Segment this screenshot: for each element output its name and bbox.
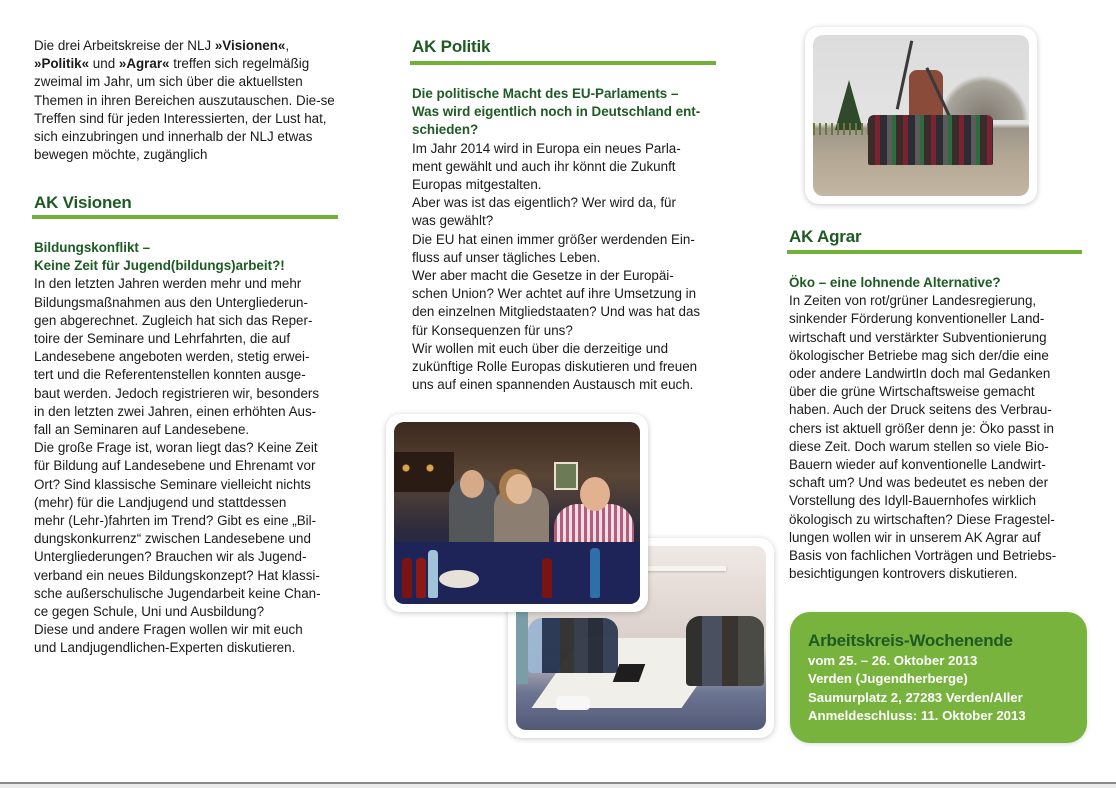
agrar-heading: AK Agrar	[789, 227, 862, 246]
windmill-group-photo	[805, 27, 1037, 204]
page-bottom-edge	[0, 782, 1116, 788]
event-title: Arbeitskreis-Wochenende	[808, 631, 1013, 650]
intro-visionen: »Visionen«	[214, 38, 286, 53]
politik-body: Im Jahr 2014 wird in Europa ein neues Parla- ment gewählt und auch ihr könnt die Zukunft Europas mitgestalten. Aber was ist das eigentlich? Wer wird da, für was gewählt? Die EU hat einen immer größer werdenden Ein- fluss auf unser tägliches Leben. Wer aber macht die Gesetze in der Europäi- schen Union? Wer achtet auf ihre Umsetzung in den einzelnen Mitgliedstaaten? Und was hat das für Konsequenzen für uns? Wir wollen mit euch über die derzeitige und zukünftige Rolle Europas diskutieren und freuen uns auf einen spannenden Austausch mit euch.	[412, 140, 701, 393]
visionen-heading: AK Visionen	[34, 193, 132, 212]
agrar-subheading: Öko – eine lohnende Alternative?	[789, 275, 1001, 290]
intro-rest: treffen sich regelmäßig zweimal im Jahr, um sich über die aktuellsten Themen in ihren Bereichen auszutauschen. Die-se Treffen sind für jeden Interessierten, der Lust hat, sich einzubringen und innerhalb der NLJ etwas bewegen möchte, zugänglich	[34, 56, 335, 163]
agrar-body: In Zeiten von rot/grüner Landesregierung, sinkender Förderung konventioneller Land- wirtschaft und verstärkter Subventionierung ökologischer Betriebe mag sich der/die eine oder andere LandwirtIn doch mal Gedanken über die grüne Wirtschaftsweise gemacht haben. Auch der Druck seitens des Verbrau- chers ist aktuell größer denn je: Öko passt in diese Zeit. Doch warum stellen so viele Bio- Bauern wieder auf konventionelle Landwirt- schaft um? Und was bedeutet es neben der Vorstellung des Idyll-Bauernhofes wirklich ökologisch zu wirtschaften? Diese Fragestel- lungen wollen wir in unserem AK Agrar auf Basis von fachlichen Vorträgen und Betriebs- besichtigungen kontrovers diskutieren.	[789, 293, 1057, 582]
intro-prefix: Die drei Arbeitskreise der NLJ	[34, 38, 215, 53]
politik-rule	[410, 61, 716, 65]
intro-politik: »Politik«	[34, 56, 90, 72]
intro-comma: ,	[285, 38, 290, 53]
politik-heading: AK Politik	[412, 37, 491, 56]
politik-section	[412, 85, 732, 394]
visionen-subheading: Bildungskonflikt – Keine Zeit für Jugend(bildungs)arbeit?!	[34, 240, 285, 274]
intro-und: und	[89, 56, 119, 72]
dinner-group-photo	[386, 414, 648, 612]
politik-subheading: Die politische Macht des EU-Parlaments – Was wird eigentlich noch in Deutschland ent- schieden?	[412, 86, 701, 138]
event-deadline: Anmeldeschluss: 11. Oktober 2013	[808, 708, 1026, 724]
agrar-section	[789, 274, 1094, 583]
event-address: Saumurplatz 2, 27283 Verden/Aller	[808, 689, 1023, 705]
visionen-body: In den letzten Jahren werden mehr und mehr Bildungsmaßnahmen aus den Untergliederun- gen abgerechnet. Zugleich hat sich das Reper- toire der Seminare und Lehrfahrten, die auf Landesebene angeboten werden, stetig erwei- tert und die Referentenstellen konnten ausge- baut werden. Jedoch registrieren wir, besonders in den letzten zwei Jahren, einen erhöhten Aus- fall an Seminaren auf Landesebene. Die große Frage ist, woran liegt das? Keine Zeit für Bildung auf Landesebene und Ehrenamt vor Ort? Sind klassische Seminare vielleicht nichts (mehr) für die Landjugend und stattdessen mehr (Lehr-)fahrten im Trend? Gibt es eine „Bil- dungskonkurrenz“ zwischen Landesebene und Untergliederungen? Brauchen wir als Jugend- verband ein neues Bildungskonzept? Hat klassi- sche außerschulische Jugendarbeit keine Chan- ce gegen Schule, Uni und Ausbildung? Diese und andere Fragen wollen wir mit euch und Landjugendlichen-Experten diskutieren.	[34, 276, 321, 656]
dinner-photo-image	[394, 422, 640, 604]
intro-paragraph	[34, 37, 344, 164]
event-date: vom 25. – 26. Oktober 2013	[808, 653, 978, 668]
visionen-section	[34, 239, 354, 658]
intro-agrar: »Agrar«	[118, 56, 170, 72]
event-venue: Verden (Jugendherberge)	[808, 671, 968, 687]
event-info-box	[790, 612, 1087, 743]
windmill-photo-image	[813, 35, 1029, 196]
visionen-rule	[32, 215, 338, 219]
agrar-rule	[787, 250, 1082, 254]
